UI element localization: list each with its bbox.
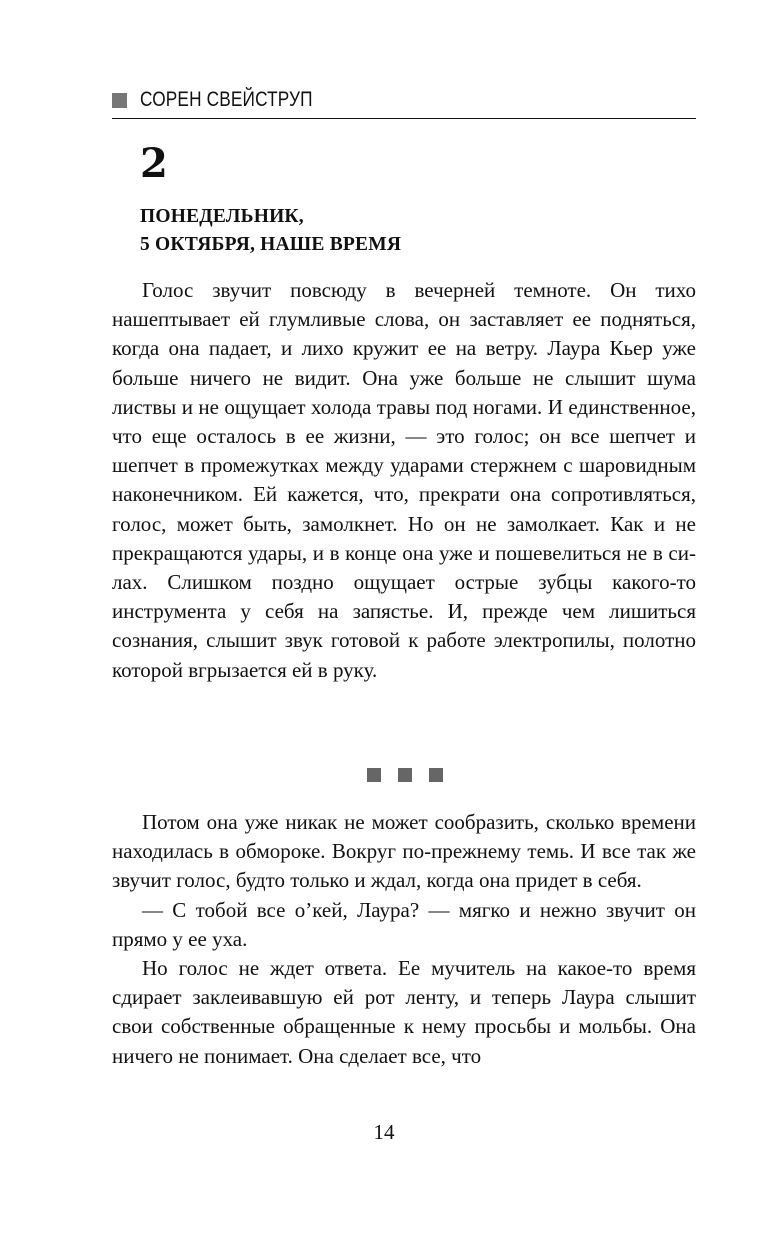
- section-break: [367, 768, 447, 782]
- page-number: 14: [373, 1120, 395, 1144]
- body-paragraph: Потом она уже никак не может сообразить, сколько времени находилась в обмороке. Вокруг по-прежнему темь. И все так же звучит голос, будто только и ждал, когда она придет в себя.: [112, 810, 696, 893]
- body-paragraph: Голос звучит повсюду в вечерней темноте. Он тихо нашептывает ей глумливые слова, он заставляет ее подняться, когда она падает, и лихо кружит ее на ветру. Лаура Кьер уже больше ничего не видит. Она уже больше не слышит шума листвы и не ощущает холода травы под ногами. И единственное, что еще осталось в ее жизни, — это голос; он все шепчет и шепчет в промежутках между ударами стержнем с шаровидным наконечником. Ей кажется, что, прекрати она сопротивляться, голос, может быть, замолкнет. Но он не замолкает. Как и не прекращаются удары, и в конце она уже и пошевелиться не в силах. Слишком поздно ощущает острые зубцы какого-то инструмента у себя на запястье. И, прежде чем лишиться сознания, слышит звук готовой к работе электропилы, полотно которой вгрызается ей в руку.: [112, 278, 696, 682]
- chapter-date-heading: [140, 203, 401, 259]
- header-author-name: СОРЕН СВЕЙСТРУП: [140, 88, 313, 111]
- chapter-date-line-1: ПОНЕДЕЛЬНИК,: [140, 206, 304, 227]
- section-break-square-icon: [367, 768, 381, 782]
- body-paragraph: Но голос не ждет ответа. Ее мучитель на какое-то время сдирает заклеивавшую ей рот ленту, и теперь Лаура слышит свои собственные обращенные к нему просьбы и мольбы. Она ничего не понимает. Она сделает все, что: [112, 956, 696, 1068]
- body-paragraph: — С тобой все о’кей, Лаура? — мягко и нежно звучит он прямо у ее уха.: [112, 897, 696, 951]
- chapter-number: 2: [140, 140, 168, 187]
- chapter-date-line-2: 5 ОКТЯБРЯ, НАШЕ ВРЕМЯ: [140, 234, 402, 255]
- section-break-square-icon: [429, 768, 443, 782]
- running-header: [112, 88, 696, 119]
- body-text-after-break: [112, 808, 696, 1071]
- header-square-icon: [112, 93, 127, 108]
- section-break-square-icon: [398, 768, 412, 782]
- body-text-before-break: [112, 276, 696, 685]
